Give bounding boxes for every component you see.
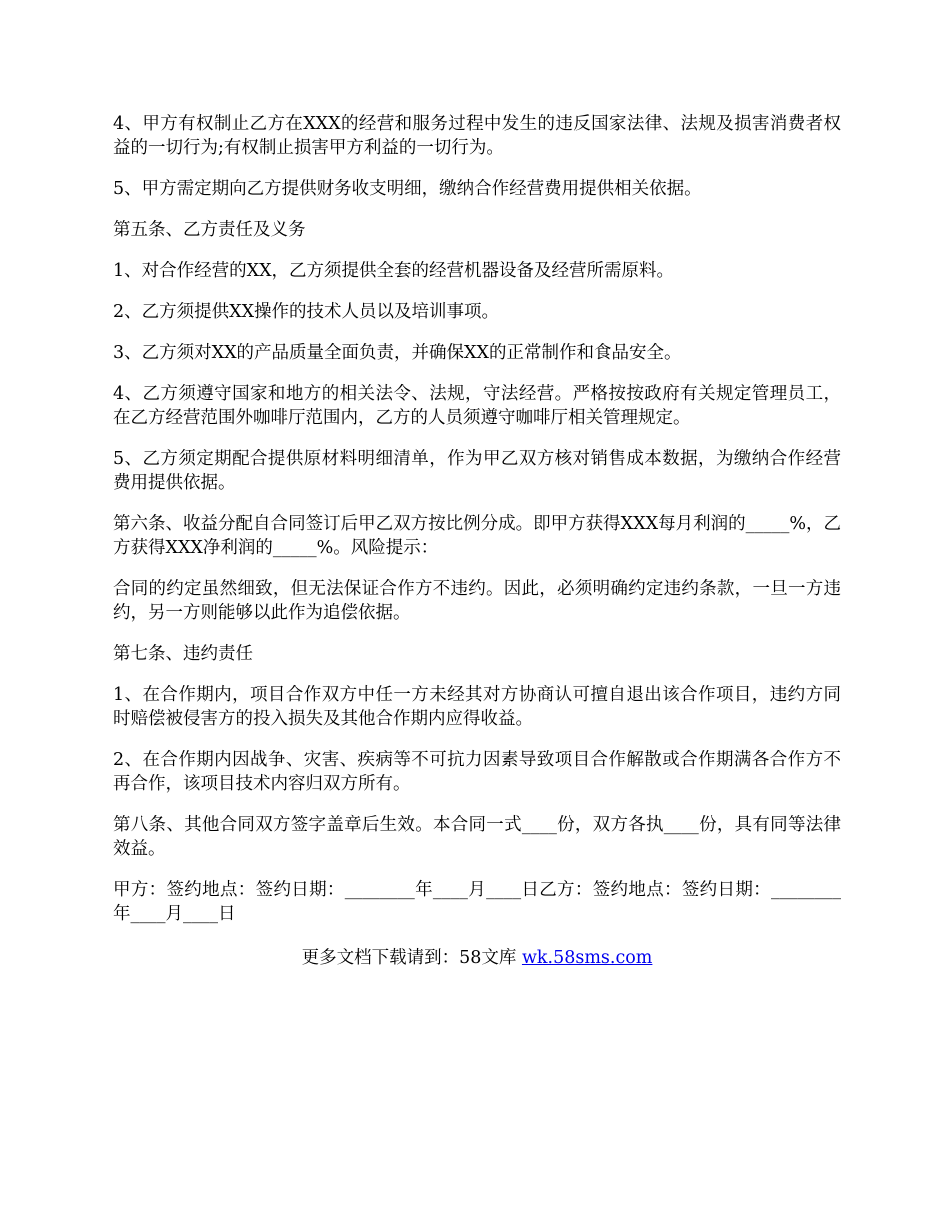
risk-note-paragraph: 合同的约定虽然细致，但无法保证合作方不违约。因此，必须明确约定违约条款，一旦一方违约，另一方则能够以此作为追偿依据。 <box>113 579 841 623</box>
section-heading: 第七条、违约责任 <box>113 644 253 664</box>
section-heading: 第五条、乙方责任及义务 <box>113 220 306 240</box>
footer-text: 更多文档下载请到：58文库 <box>301 948 522 968</box>
signature-line: 甲方：签约地点：签约日期：________年____月____日乙方：签约地点：签约日期：________年____月____日 <box>113 880 841 924</box>
clause-paragraph: 5、甲方需定期向乙方提供财务收支明细，缴纳合作经营费用提供相关依据。 <box>113 179 702 199</box>
clause-paragraph: 5、乙方须定期配合提供原材料明细清单，作为甲乙双方核对销售成本数据，为缴纳合作经营费用提供依据。 <box>113 449 841 493</box>
clause-paragraph: 1、在合作期内，项目合作双方中任一方未经其对方协商认可擅自退出该合作项目，违约方同时赔偿被侵害方的投入损失及其他合作期内应得收益。 <box>113 685 841 729</box>
download-footer <box>113 946 841 970</box>
clause-paragraph: 4、乙方须遵守国家和地方的相关法令、法规，守法经营。严格按按政府有关规定管理员工，在乙方经营范围外咖啡厅范围内，乙方的人员须遵守咖啡厅相关管理规定。 <box>113 384 841 428</box>
section-heading: 第八条、其他合同双方签字盖章后生效。本合同一式____份，双方各执____份，具有同等法律效益。 <box>113 815 841 859</box>
clause-paragraph: 2、在合作期内因战争、灾害、疾病等不可抗力因素导致项目合作解散或合作期满各合作方不再合作，该项目技术内容归双方所有。 <box>113 750 841 794</box>
clause-paragraph: 4、甲方有权制止乙方在XXX的经营和服务过程中发生的违反国家法律、法规及损害消费者权益的一切行为;有权制止损害甲方利益的一切行为。 <box>113 114 841 158</box>
document-body <box>113 112 841 970</box>
footer-link[interactable]: wk.58sms.com <box>521 948 653 968</box>
clause-paragraph: 1、对合作经营的XX，乙方须提供全套的经营机器设备及经营所需原料。 <box>113 261 675 281</box>
section-heading: 第六条、收益分配自合同签订后甲乙双方按比例分成。即甲方获得XXX每月利润的_____%，乙方获得XXX净利润的_____%。风险提示： <box>113 514 841 558</box>
clause-paragraph: 3、乙方须对XX的产品质量全面负责，并确保XX的正常制作和食品安全。 <box>113 343 682 363</box>
clause-paragraph: 2、乙方须提供XX操作的技术人员以及培训事项。 <box>113 302 500 322</box>
